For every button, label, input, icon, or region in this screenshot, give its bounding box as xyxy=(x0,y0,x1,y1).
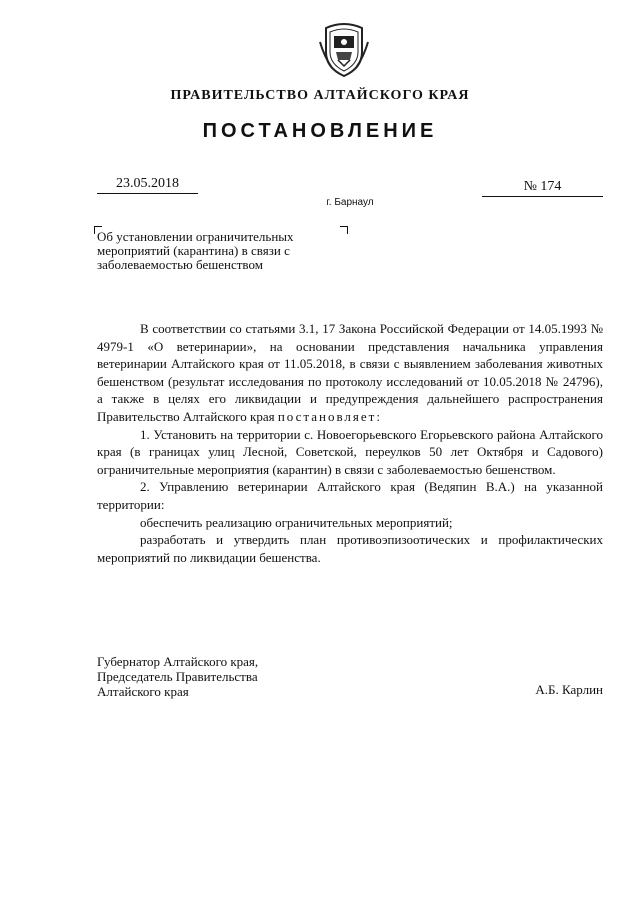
preamble-text: В соответствии со статьями 3.1, 17 Закона Российской Федерации от 14.05.1993 № 4979-1 «О ветеринарии», на основании представления начальника управления ветеринарии Алтайского края от 11.05.2018, в связи с выявлением заболевания животных бешенством (результат исследования по протоколу исследований от 10.05.2018 № 24796), а также в целях его ликвидации и предупреждения дальнейшего распространения Правительство Алтайского края xyxy=(97,321,603,424)
signer-title-line: Алтайского края xyxy=(97,684,189,699)
subject-line: заболеваемостью бешенством xyxy=(97,257,263,272)
preamble-keyword: постановляет: xyxy=(277,408,382,424)
item-2-subitem: разработать и утвердить план противоэпизоотических и профилактических мероприятий по ликвидации бешенства. xyxy=(97,532,603,565)
document-subject xyxy=(97,230,347,272)
document-body xyxy=(97,320,603,566)
signer-title-line: Председатель Правительства xyxy=(97,669,258,684)
signer-name: А.Б. Карлин xyxy=(535,682,603,697)
item-1-paragraph: 1. Установить на территории с. Новоегорьевского Егорьевского района Алтайского края (в границах улиц Лесной, Советской, переулков 50 лет Октября и Садового) ограничительные мероприятия (карантин) в связи с заболеваемостью бешенством. xyxy=(97,426,603,477)
item-2-paragraph: 2. Управлению ветеринарии Алтайского края (Ведяпин В.А.) на указанной территории: xyxy=(97,479,603,512)
signer-title xyxy=(97,654,397,699)
document-number: № 174 xyxy=(482,179,603,197)
preamble-paragraph xyxy=(97,320,603,426)
document-city: г. Барнаул xyxy=(326,197,374,208)
item-2-subitem: обеспечить реализацию ограничительных мероприятий; xyxy=(140,514,453,530)
subject-line: мероприятий (карантина) в связи с xyxy=(97,243,290,258)
document-type-heading: ПОСТАНОВЛЕНИЕ xyxy=(202,120,438,142)
organization-title: ПРАВИТЕЛЬСТВО АЛТАЙСКОГО КРАЯ xyxy=(170,88,470,103)
signer-title-line: Губернатор Алтайского края, xyxy=(97,654,259,669)
subject-line: Об установлении ограничительных xyxy=(97,229,294,244)
coat-of-arms-icon xyxy=(318,22,370,78)
document-date: 23.05.2018 xyxy=(97,176,198,194)
